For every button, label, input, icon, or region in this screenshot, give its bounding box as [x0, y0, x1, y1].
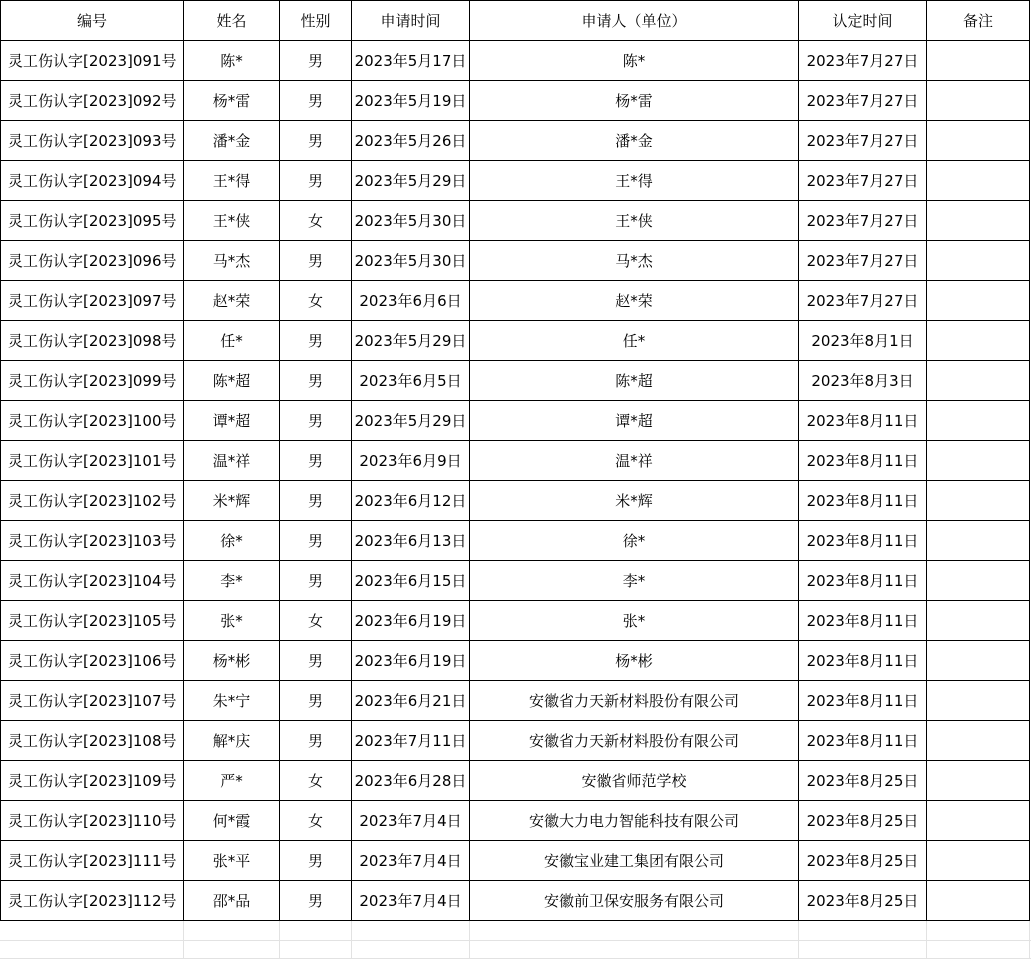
cell-remark[interactable] [927, 801, 1030, 841]
table-row [1, 41, 1030, 81]
cell-remark[interactable] [927, 681, 1030, 721]
cell-name[interactable]: 潘*金 [184, 121, 280, 161]
table-row [1, 521, 1030, 561]
cell-gender[interactable]: 男 [280, 881, 352, 921]
header-apply-date[interactable]: 申请时间 [352, 1, 470, 41]
cell-apply-date[interactable]: 2023年6月15日 [352, 561, 470, 601]
cell-remark[interactable] [927, 521, 1030, 561]
cell-code[interactable]: 灵工伤认字[2023]112号 [1, 881, 184, 921]
cell-code[interactable]: 灵工伤认字[2023]095号 [1, 201, 184, 241]
cell-confirm-date[interactable]: 2023年8月11日 [799, 401, 927, 441]
table-row [1, 681, 1030, 721]
cell-apply-date[interactable]: 2023年6月19日 [352, 601, 470, 641]
cell-applicant[interactable]: 任* [470, 321, 799, 361]
cell-code[interactable]: 灵工伤认字[2023]109号 [1, 761, 184, 801]
table-row [1, 241, 1030, 281]
cell-confirm-date[interactable]: 2023年7月27日 [799, 201, 927, 241]
cell-gender[interactable]: 男 [280, 241, 352, 281]
cell-confirm-date[interactable]: 2023年8月25日 [799, 841, 927, 881]
cell-name[interactable]: 何*霞 [184, 801, 280, 841]
cell-apply-date[interactable]: 2023年6月21日 [352, 681, 470, 721]
header-row [1, 1, 1030, 41]
header-gender[interactable]: 性别 [280, 1, 352, 41]
cell-confirm-date[interactable]: 2023年8月3日 [799, 361, 927, 401]
cell-name[interactable]: 邵*品 [184, 881, 280, 921]
cell-gender[interactable]: 男 [280, 481, 352, 521]
cell-applicant[interactable]: 谭*超 [470, 401, 799, 441]
cell-gender[interactable]: 女 [280, 801, 352, 841]
cell-gender[interactable]: 男 [280, 321, 352, 361]
cell-apply-date[interactable]: 2023年6月6日 [352, 281, 470, 321]
cell-code[interactable]: 灵工伤认字[2023]093号 [1, 121, 184, 161]
cell-code[interactable]: 灵工伤认字[2023]106号 [1, 641, 184, 681]
cell-applicant[interactable]: 李* [470, 561, 799, 601]
gridline-vertical [279, 921, 280, 959]
cell-name[interactable]: 陈*超 [184, 361, 280, 401]
table-row [1, 321, 1030, 361]
cell-remark[interactable] [927, 401, 1030, 441]
cell-confirm-date[interactable]: 2023年8月11日 [799, 721, 927, 761]
header-name[interactable]: 姓名 [184, 1, 280, 41]
cell-apply-date[interactable]: 2023年5月29日 [352, 161, 470, 201]
cell-applicant[interactable]: 王*侠 [470, 201, 799, 241]
table-row [1, 721, 1030, 761]
cell-confirm-date[interactable]: 2023年8月25日 [799, 801, 927, 841]
cell-code[interactable]: 灵工伤认字[2023]094号 [1, 161, 184, 201]
cell-remark[interactable] [927, 561, 1030, 601]
table-row [1, 401, 1030, 441]
cell-code[interactable]: 灵工伤认字[2023]096号 [1, 241, 184, 281]
cell-name[interactable]: 王*得 [184, 161, 280, 201]
cell-code[interactable]: 灵工伤认字[2023]110号 [1, 801, 184, 841]
empty-grid-area [0, 921, 1031, 959]
cell-apply-date[interactable]: 2023年5月30日 [352, 241, 470, 281]
cell-code[interactable]: 灵工伤认字[2023]098号 [1, 321, 184, 361]
table-row [1, 801, 1030, 841]
cell-confirm-date[interactable]: 2023年8月25日 [799, 881, 927, 921]
cell-applicant[interactable]: 米*辉 [470, 481, 799, 521]
cell-confirm-date[interactable]: 2023年7月27日 [799, 241, 927, 281]
cell-applicant[interactable]: 安徽省力天新材料股份有限公司 [470, 721, 799, 761]
cell-name[interactable]: 张* [184, 601, 280, 641]
cell-code[interactable]: 灵工伤认字[2023]103号 [1, 521, 184, 561]
cell-applicant[interactable]: 马*杰 [470, 241, 799, 281]
cell-code[interactable]: 灵工伤认字[2023]100号 [1, 401, 184, 441]
cell-apply-date[interactable]: 2023年6月13日 [352, 521, 470, 561]
cell-name[interactable]: 马*杰 [184, 241, 280, 281]
cell-apply-date[interactable]: 2023年7月11日 [352, 721, 470, 761]
cell-applicant[interactable]: 安徽省力天新材料股份有限公司 [470, 681, 799, 721]
cell-gender[interactable]: 男 [280, 401, 352, 441]
cell-gender[interactable]: 男 [280, 841, 352, 881]
cell-remark[interactable] [927, 161, 1030, 201]
table-row [1, 161, 1030, 201]
table-row [1, 281, 1030, 321]
cell-applicant[interactable]: 安徽前卫保安服务有限公司 [470, 881, 799, 921]
cell-gender[interactable]: 女 [280, 281, 352, 321]
cell-name[interactable]: 解*庆 [184, 721, 280, 761]
cell-confirm-date[interactable]: 2023年8月11日 [799, 601, 927, 641]
cell-gender[interactable]: 男 [280, 681, 352, 721]
cell-confirm-date[interactable]: 2023年8月11日 [799, 441, 927, 481]
cell-gender[interactable]: 女 [280, 761, 352, 801]
cell-remark[interactable] [927, 241, 1030, 281]
cell-remark[interactable] [927, 881, 1030, 921]
cell-code[interactable]: 灵工伤认字[2023]107号 [1, 681, 184, 721]
cell-apply-date[interactable]: 2023年6月9日 [352, 441, 470, 481]
cell-name[interactable]: 任* [184, 321, 280, 361]
cell-apply-date[interactable]: 2023年5月26日 [352, 121, 470, 161]
cell-gender[interactable]: 男 [280, 81, 352, 121]
cell-applicant[interactable]: 徐* [470, 521, 799, 561]
cell-confirm-date[interactable]: 2023年7月27日 [799, 41, 927, 81]
cell-name[interactable]: 徐* [184, 521, 280, 561]
cell-gender[interactable]: 男 [280, 41, 352, 81]
cell-applicant[interactable]: 安徽大力电力智能科技有限公司 [470, 801, 799, 841]
cell-applicant[interactable]: 赵*荣 [470, 281, 799, 321]
cell-apply-date[interactable]: 2023年7月4日 [352, 841, 470, 881]
cell-code[interactable]: 灵工伤认字[2023]108号 [1, 721, 184, 761]
header-confirm-date[interactable]: 认定时间 [799, 1, 927, 41]
cell-remark[interactable] [927, 601, 1030, 641]
cell-remark[interactable] [927, 761, 1030, 801]
table-row [1, 561, 1030, 601]
cell-gender[interactable]: 女 [280, 201, 352, 241]
cell-applicant[interactable]: 温*祥 [470, 441, 799, 481]
cell-remark[interactable] [927, 281, 1030, 321]
cell-remark[interactable] [927, 481, 1030, 521]
header-code[interactable]: 编号 [1, 1, 184, 41]
gridline-vertical [798, 921, 799, 959]
cell-apply-date[interactable]: 2023年5月29日 [352, 321, 470, 361]
cell-confirm-date[interactable]: 2023年7月27日 [799, 121, 927, 161]
cell-gender[interactable]: 男 [280, 561, 352, 601]
cell-remark[interactable] [927, 41, 1030, 81]
cell-name[interactable]: 严* [184, 761, 280, 801]
cell-apply-date[interactable]: 2023年6月28日 [352, 761, 470, 801]
cell-apply-date[interactable]: 2023年5月17日 [352, 41, 470, 81]
gridline-vertical [183, 921, 184, 959]
cell-code[interactable]: 灵工伤认字[2023]105号 [1, 601, 184, 641]
gridline-vertical [1029, 921, 1030, 959]
cell-applicant[interactable]: 王*得 [470, 161, 799, 201]
cell-code[interactable]: 灵工伤认字[2023]097号 [1, 281, 184, 321]
cell-gender[interactable]: 男 [280, 441, 352, 481]
cell-confirm-date[interactable]: 2023年8月11日 [799, 641, 927, 681]
table-row [1, 361, 1030, 401]
cell-gender[interactable]: 男 [280, 721, 352, 761]
cell-applicant[interactable]: 张* [470, 601, 799, 641]
gridline-horizontal [0, 940, 1031, 941]
cell-confirm-date[interactable]: 2023年8月11日 [799, 561, 927, 601]
cell-confirm-date[interactable]: 2023年7月27日 [799, 81, 927, 121]
cell-remark[interactable] [927, 841, 1030, 881]
cell-remark[interactable] [927, 121, 1030, 161]
cell-confirm-date[interactable]: 2023年8月11日 [799, 681, 927, 721]
cell-gender[interactable]: 男 [280, 161, 352, 201]
header-remark[interactable]: 备注 [927, 1, 1030, 41]
cell-confirm-date[interactable]: 2023年7月27日 [799, 161, 927, 201]
cell-applicant[interactable]: 杨*雷 [470, 81, 799, 121]
cell-name[interactable]: 杨*雷 [184, 81, 280, 121]
table-row [1, 881, 1030, 921]
header-applicant[interactable]: 申请人（单位） [470, 1, 799, 41]
cell-applicant[interactable]: 安徽宝业建工集团有限公司 [470, 841, 799, 881]
cell-remark[interactable] [927, 201, 1030, 241]
cell-apply-date[interactable]: 2023年7月4日 [352, 881, 470, 921]
cell-applicant[interactable]: 安徽省师范学校 [470, 761, 799, 801]
cell-applicant[interactable]: 杨*彬 [470, 641, 799, 681]
cell-code[interactable]: 灵工伤认字[2023]092号 [1, 81, 184, 121]
cell-confirm-date[interactable]: 2023年8月11日 [799, 481, 927, 521]
cell-gender[interactable]: 男 [280, 521, 352, 561]
cell-confirm-date[interactable]: 2023年8月11日 [799, 521, 927, 561]
cell-applicant[interactable]: 陈* [470, 41, 799, 81]
cell-apply-date[interactable]: 2023年6月19日 [352, 641, 470, 681]
gridline-vertical [351, 921, 352, 959]
cell-confirm-date[interactable]: 2023年7月27日 [799, 281, 927, 321]
cell-name[interactable]: 朱*宁 [184, 681, 280, 721]
cell-remark[interactable] [927, 441, 1030, 481]
cell-apply-date[interactable]: 2023年6月5日 [352, 361, 470, 401]
cell-name[interactable]: 张*平 [184, 841, 280, 881]
cell-apply-date[interactable]: 2023年5月19日 [352, 81, 470, 121]
gridline-vertical [469, 921, 470, 959]
cell-code[interactable]: 灵工伤认字[2023]099号 [1, 361, 184, 401]
table-row [1, 481, 1030, 521]
cell-gender[interactable]: 男 [280, 641, 352, 681]
cell-applicant[interactable]: 陈*超 [470, 361, 799, 401]
cell-code[interactable]: 灵工伤认字[2023]101号 [1, 441, 184, 481]
table-row [1, 641, 1030, 681]
gridline-vertical [926, 921, 927, 959]
cell-name[interactable]: 赵*荣 [184, 281, 280, 321]
table-row [1, 441, 1030, 481]
table-row [1, 81, 1030, 121]
cell-name[interactable]: 李* [184, 561, 280, 601]
table-body [1, 41, 1030, 921]
cell-apply-date[interactable]: 2023年7月4日 [352, 801, 470, 841]
cell-applicant[interactable]: 潘*金 [470, 121, 799, 161]
cell-remark[interactable] [927, 81, 1030, 121]
cell-name[interactable]: 谭*超 [184, 401, 280, 441]
cell-name[interactable]: 陈* [184, 41, 280, 81]
table-row [1, 761, 1030, 801]
cell-code[interactable]: 灵工伤认字[2023]104号 [1, 561, 184, 601]
table-row [1, 841, 1030, 881]
table-row [1, 121, 1030, 161]
cell-remark[interactable] [927, 721, 1030, 761]
cell-gender[interactable]: 女 [280, 601, 352, 641]
cell-gender[interactable]: 男 [280, 121, 352, 161]
cell-apply-date[interactable]: 2023年5月30日 [352, 201, 470, 241]
cell-remark[interactable] [927, 321, 1030, 361]
cell-confirm-date[interactable]: 2023年8月1日 [799, 321, 927, 361]
cell-apply-date[interactable]: 2023年6月12日 [352, 481, 470, 521]
cell-remark[interactable] [927, 361, 1030, 401]
cell-code[interactable]: 灵工伤认字[2023]102号 [1, 481, 184, 521]
cell-name[interactable]: 米*辉 [184, 481, 280, 521]
cell-confirm-date[interactable]: 2023年8月25日 [799, 761, 927, 801]
cell-name[interactable]: 温*祥 [184, 441, 280, 481]
cell-gender[interactable]: 男 [280, 361, 352, 401]
cell-name[interactable]: 王*侠 [184, 201, 280, 241]
table-row [1, 201, 1030, 241]
cell-name[interactable]: 杨*彬 [184, 641, 280, 681]
cell-code[interactable]: 灵工伤认字[2023]091号 [1, 41, 184, 81]
cell-remark[interactable] [927, 641, 1030, 681]
cell-code[interactable]: 灵工伤认字[2023]111号 [1, 841, 184, 881]
table-row [1, 601, 1030, 641]
cell-apply-date[interactable]: 2023年5月29日 [352, 401, 470, 441]
